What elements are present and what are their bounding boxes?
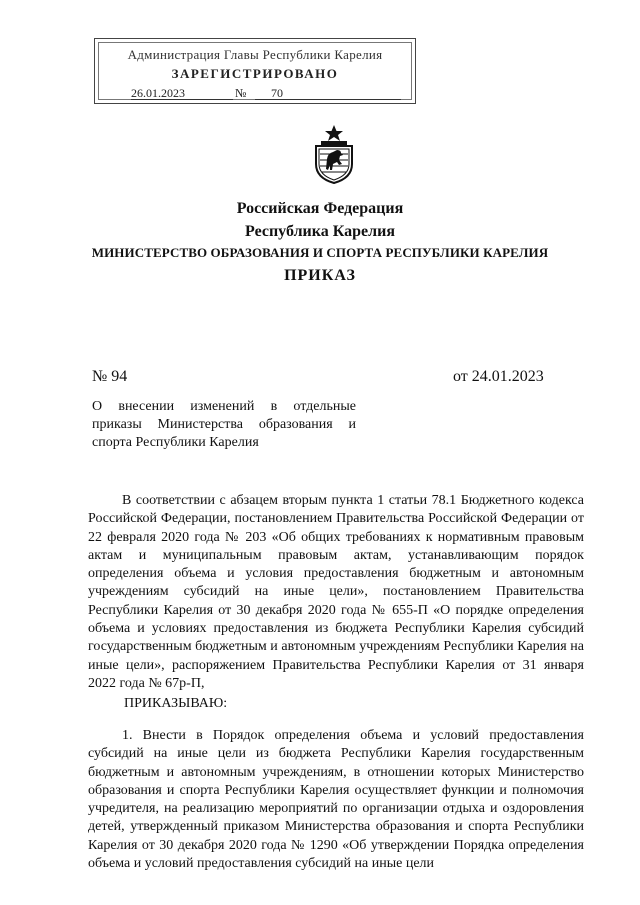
registration-stamp [94,38,416,104]
stamp-authority: Администрация Главы Республики Карелия [127,47,383,62]
directive-heading: ПРИКАЗЫВАЮ: [124,696,228,711]
karelia-coat-of-arms-icon [312,124,356,184]
order-number: № 94 [92,368,128,385]
stamp-number: 70 [271,86,283,100]
stamp-date: 26.01.2023 [131,86,185,100]
order-subject: О внесении изменений в отдельные приказы Министерства образования и спорта Республики Карелия [92,399,356,450]
order-date: от 24.01.2023 [453,368,544,385]
document-title: ПРИКАЗ [284,267,356,284]
stamp-registration-row [131,86,401,100]
header-republic: Республика Карелия [245,223,395,240]
stamp-number-sign: № [235,86,247,100]
stamp-registered: ЗАРЕГИСТРИРОВАНО [171,66,339,81]
preamble-paragraph: В соответствии с абзацем вторым пункта 1 статьи 78.1 Бюджетного кодекса Российской Федерации, постановлением Правительства Российской Федерации от 22 февраля 2020 года № 203 «Об общих требованиях к нормативным правовым актам и муниципальным правовым актам, устанавливающим порядок определения объема и условия предоставления бюджетным и автономным учреждениям субсидий на иные цели», постановлением Правительства Республики Карелия от 30 декабря 2020 года № 655-П «О порядке определения объема и условиях предоставления из бюджета Республики Карелия субсидий государственным бюджетным и автономным учреждениям Республики Карелия на иные цели», распоряжением Правительства Республики Карелия от 31 января 2022 года № 67р-П, [88,493,584,691]
header-ministry: МИНИСТЕРСТВО ОБРАЗОВАНИЯ И СПОРТА РЕСПУБЛИКИ КАРЕЛИЯ [91,245,549,260]
order-item-1: 1. Внести в Порядок определения объема и условий предоставления субсидий на иные цели из бюджета Республики Карелия государственным бюджетным и автономным учреждениям, в отношении которых Министерство образования и спорта Республики Карелия осуществляет функции и полномочия учредителя, на реализацию мероприятий по организации отдыха и оздоровления детей, утвержденный приказом Министерства образования и спорта Республики Карелия от 30 декабря 2020 года № 1290 «Об утверждении Порядка определения объема и условий предоставления субсидий на иные цели [88,728,584,872]
header-country: Российская Федерация [236,200,404,217]
